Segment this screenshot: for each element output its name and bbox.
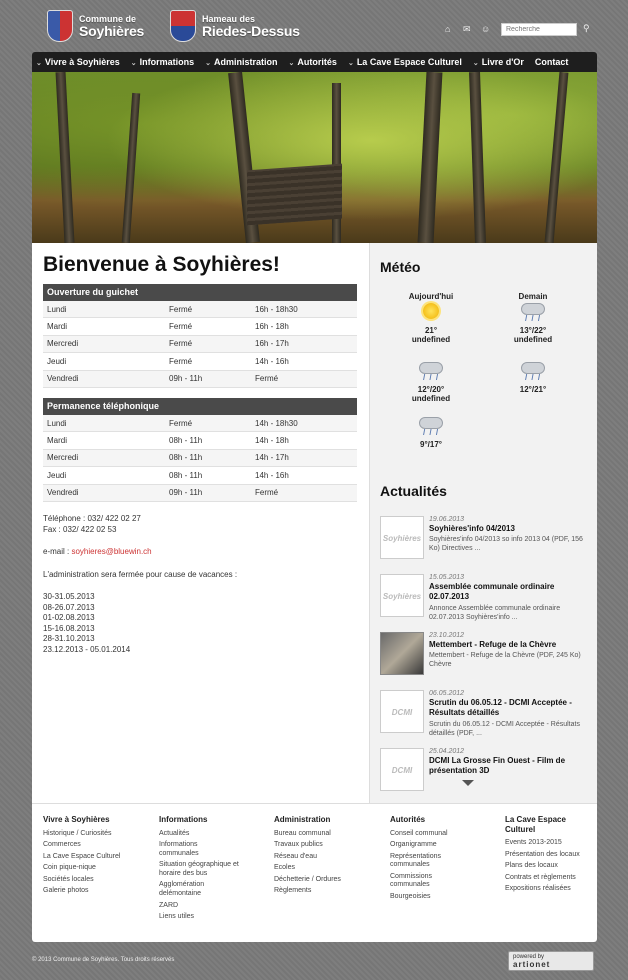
news-desc: Mettembert - Refuge de la Chèvre (PDF, 245 Ko) Chèvre (429, 652, 581, 668)
phone-text: Téléphone : 032/ 422 02 27 (43, 514, 141, 523)
footer-link[interactable]: Liens utiles (159, 913, 195, 921)
logo2-small-text: Hameau des (202, 13, 256, 24)
logo1-small-text: Commune de (79, 13, 137, 24)
weather-day4: / / / 12°/21° (503, 360, 563, 394)
table-row: Jeudi 08h - 11h 14h - 16h (43, 467, 357, 484)
telephone-heading: Permanence téléphonique (43, 398, 357, 415)
search-input[interactable] (501, 23, 577, 36)
table-row: Lundi Fermé 14h - 18h30 (43, 415, 357, 432)
footer-link[interactable]: Coin pique-nique (43, 864, 96, 872)
footer-link[interactable]: Actualités (159, 829, 190, 837)
footer-link[interactable]: Bureau communal (274, 829, 331, 837)
nav-vivre[interactable]: ⌄ Vivre à Soyhières (36, 57, 120, 67)
top-icons (445, 25, 489, 33)
footer-link[interactable]: Contrats et règlements (505, 873, 576, 881)
weather-day5: / / / 9°/17° (401, 415, 461, 449)
page-title: Bienvenue à Soyhières! (43, 253, 280, 276)
footer-col-autorites: Autorités Conseil communal Organigramme Représentations communales Commissions communales Bourgeoisies (390, 815, 490, 905)
news-thumbnail[interactable]: DCMI (380, 748, 424, 791)
table-row: Vendredi 09h - 11h Fermé (43, 371, 357, 388)
nav-livre-dor[interactable]: ⌄ Livre d'Or (472, 57, 524, 67)
logo-riedes-dessus[interactable] (170, 10, 300, 42)
footer-link[interactable]: Galerie photos (43, 887, 89, 895)
nav-informations[interactable]: ⌄ Informations (130, 57, 195, 67)
news-item[interactable] (380, 574, 586, 628)
vacation-note: L'administration sera fermée pour cause de vacances : (43, 569, 238, 579)
table-row: Lundi Fermé 16h - 18h30 (43, 301, 357, 318)
footer-col-cave: La Cave Espace Culturel Events 2013-2015 Présentation des locaux Plans des locaux Contrats et règlements Expositions réalisées (505, 815, 593, 897)
weather-today: Aujourd'hui 21° undefined (408, 292, 454, 344)
footer-link[interactable]: Situation géographique et horaire des bus (159, 861, 239, 877)
footer-link[interactable]: Expositions réalisées (505, 885, 571, 893)
news-date: 25.04.2012 (429, 748, 465, 755)
footer-link[interactable]: Organigramme (390, 841, 437, 849)
footer-link[interactable]: Représentations communales (390, 852, 441, 869)
news-thumbnail[interactable]: DCMI (380, 690, 424, 733)
footer-link[interactable]: Ecoles (274, 864, 296, 872)
nav-administration[interactable]: ⌄ Administration (205, 57, 278, 67)
footer-col-administration: Administration Bureau communal Travaux publics Réseau d'eau Ecoles Déchetterie / Ordures Règlements (274, 815, 374, 899)
footer-link[interactable]: Présentation des locaux (505, 850, 580, 858)
footer-link[interactable]: Réseau d'eau (274, 852, 317, 860)
sun-icon (423, 303, 439, 319)
footer-link[interactable]: Sociétés locales (43, 875, 94, 883)
logo-soyhieres[interactable] (47, 10, 144, 42)
nav-cave[interactable]: ⌄ La Cave Espace Culturel (347, 57, 462, 67)
soyhieres-crest-icon (47, 10, 73, 42)
news-desc: Soyhières'info 04/2013 so info 2013 04 (PDF, 156 Ko) Directives ... (429, 536, 583, 552)
news-desc: Scrutin du 06.05.12 - DCMI Acceptée - Résultats détaillés (PDF, ... (429, 721, 580, 737)
powered-brand: artionet (513, 960, 551, 969)
vacation-dates: 30-31.05.2013 08-26.07.2013 01-02.08.2013 15-16.08.2013 28-31.10.2013 23.12.2013 - 05.01.2014 (43, 592, 131, 654)
table-row: Mardi Fermé 16h - 18h (43, 318, 357, 335)
email-link[interactable]: soyhieres@bluewin.ch (71, 547, 152, 556)
footer-link[interactable]: Events 2013-2015 (505, 839, 562, 846)
copyright: © 2013 Commune de Soyhières. Tous droits réservés (32, 957, 175, 963)
news-title-link[interactable]: DCMI La Grosse Fin Ouest - Film de présentation 3D (429, 756, 566, 775)
footer-link[interactable]: Commissions communales (390, 872, 433, 889)
news-title: Actualités (380, 483, 447, 499)
table-row: Mercredi 08h - 11h 14h - 17h (43, 450, 357, 467)
news-item[interactable] (380, 516, 586, 570)
table-row: Mardi 08h - 11h 14h - 18h (43, 432, 357, 449)
telephone-table (43, 398, 357, 502)
news-title-link[interactable]: Scrutin du 06.05.12 - DCMI Acceptée - Résultats détaillés (429, 698, 572, 717)
meteo-title: Météo (380, 259, 421, 275)
footer-col-informations: Informations Actualités Informations communales Situation géographique et horaire des bus Agglomération delémontaine ZARD Liens utiles (159, 815, 259, 925)
news-date: 19.06.2013 (429, 516, 465, 523)
main-nav (32, 52, 597, 72)
table-row: Jeudi Fermé 14h - 16h (43, 353, 357, 370)
footer-link[interactable]: Historique / Curiosités (43, 829, 112, 837)
search-icon[interactable]: ⚲ (583, 23, 590, 33)
footer-link[interactable]: Plans des locaux (505, 862, 558, 870)
news-item[interactable] (380, 748, 586, 776)
news-item[interactable] (380, 632, 586, 686)
contact-info (43, 514, 237, 655)
home-icon[interactable]: ⌂ (445, 24, 451, 34)
powered-by-badge[interactable] (508, 951, 594, 971)
news-more-arrow-icon[interactable] (462, 780, 474, 786)
news-date: 23.10.2012 (429, 632, 465, 639)
fax-text: Fax : 032/ 422 02 53 (43, 524, 117, 534)
weather-tomorrow: Demain / / / 13°/22° undefined (513, 292, 553, 344)
footer-link[interactable]: Agglomération delémontaine (159, 881, 205, 898)
hero-forest-image (32, 72, 597, 243)
footer-link[interactable]: Règlements (274, 887, 312, 895)
logo2-big-text: Riedes-Dessus (202, 22, 300, 39)
powered-label: powered by (513, 954, 545, 960)
news-thumbnail[interactable]: Soyhières (380, 516, 424, 559)
mail-icon[interactable]: ✉ (463, 24, 471, 34)
table-row: Mercredi Fermé 16h - 17h (43, 336, 357, 353)
weather-day3: / / / 12°/20° undefined (401, 360, 461, 403)
nav-autorites[interactable]: ⌄ Autorités (288, 57, 337, 67)
footer-link[interactable]: Bourgeoisies (390, 893, 431, 901)
news-date: 06.05.2012 (429, 690, 465, 697)
guichet-heading: Ouverture du guichet (43, 284, 357, 301)
news-desc: Annonce Assemblée communale ordinaire 02.07.2013 Soyhières'info ... (429, 605, 561, 621)
logo1-big-text: Soyhières (79, 22, 145, 39)
news-thumbnail[interactable] (380, 632, 424, 675)
user-icon[interactable]: ☺ (481, 24, 491, 34)
news-thumbnail[interactable]: Soyhières (380, 574, 424, 617)
news-title-link[interactable]: Soyhières'info 04/2013 (429, 524, 515, 533)
news-date: 15.05.2013 (429, 574, 465, 581)
footer-link[interactable]: Déchetterie / Ordures (274, 875, 341, 883)
footer-link[interactable]: Informations communales (159, 841, 199, 857)
news-item[interactable] (380, 690, 586, 744)
riedes-crest-icon (170, 10, 196, 42)
footer-link[interactable]: Commerces (43, 841, 81, 849)
email-label: e-mail : (43, 547, 72, 556)
guichet-table (43, 284, 357, 388)
footer-link[interactable]: Conseil communal (390, 829, 448, 837)
news-title-link[interactable]: Mettembert - Refuge de la Chèvre (429, 640, 557, 649)
nav-contact[interactable]: Contact (534, 57, 569, 67)
footer-col-vivre: Vivre à Soyhières Historique / Curiosités Commerces La Cave Espace Culturel Coin pique-nique Sociétés locales Galerie photos (43, 815, 143, 899)
news-title-link[interactable]: Assemblée communale ordinaire 02.07.2013 (429, 582, 555, 601)
table-row: Vendredi 09h - 11h Fermé (43, 485, 357, 502)
footer-link[interactable]: La Cave Espace Culturel (43, 852, 121, 860)
footer-link[interactable]: ZARD (159, 901, 179, 909)
footer-link[interactable]: Travaux publics (274, 841, 323, 849)
